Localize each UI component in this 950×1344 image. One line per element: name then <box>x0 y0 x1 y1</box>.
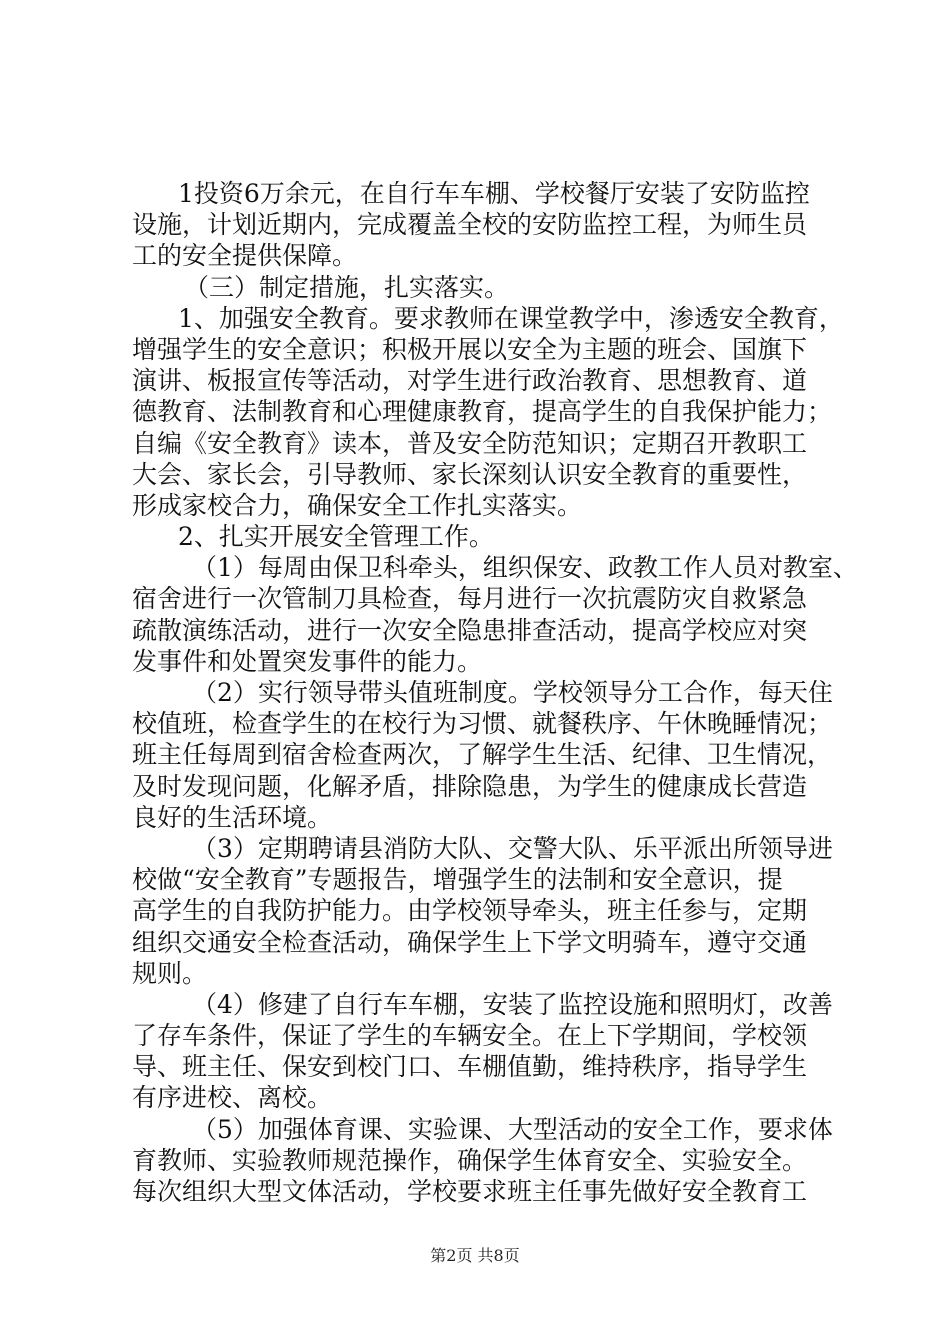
text-line: 及时发现问题，化解矛盾，排除隐患，为学生的健康成长营造 <box>132 771 808 801</box>
document-body <box>132 178 858 1207</box>
text-line: （4）修建了自行车车棚，安装了监控设施和照明灯，改善 <box>192 989 833 1019</box>
text-line: 1投资6万余元，在自行车车棚、学校餐厅安装了安防监控 <box>178 179 810 208</box>
text-line: （2）实行领导带头值班制度。学校领导分工合作，每天住 <box>192 678 833 707</box>
text-line: 1、加强安全教育。要求教师在课堂教学中，渗透安全教育， <box>178 303 844 333</box>
text-line: 班主任每周到宿舍检查两次，了解学生生活、纪律、卫生情况， <box>132 740 833 770</box>
text-line: 工的安全提供保障。 <box>132 241 358 271</box>
text-line: 形成家校合力，确保安全工作扎实落实。 <box>132 490 583 520</box>
text-line: 德教育、法制教育和心理健康教育，提高学生的自我保护能力； <box>132 397 833 427</box>
text-line: 组织交通安全检查活动，确保学生上下学文明骑车，遵守交通 <box>132 927 808 957</box>
text-line: （1）每周由保卫科牵头，组织保安、政教工作人员对教室、 <box>192 553 858 583</box>
text-line: 导、班主任、保安到校门口、车棚值勤，维持秩序，指导学生 <box>132 1052 808 1082</box>
text-line: 大会、家长会，引导教师、家长深刻认识安全教育的重要性， <box>132 459 808 489</box>
page-number: 第2页 共8页 <box>430 1246 520 1265</box>
text-line: 2、扎实开展安全管理工作。 <box>178 522 494 552</box>
text-line: 育教师、实验教师规范操作，确保学生体育安全、实验安全。 <box>132 1145 808 1175</box>
text-line: （5）加强体育课、实验课、大型活动的安全工作，要求体 <box>192 1114 833 1144</box>
section-heading: （三）制定措施，扎实落实。 <box>184 272 510 302</box>
text-line: 校值班，检查学生的在校行为习惯、就餐秩序、午休晚睡情况； <box>132 709 833 739</box>
text-line: 规则。 <box>132 958 208 988</box>
text-line: 发事件和处置突发事件的能力。 <box>132 646 483 676</box>
text-line: 了存车条件，保证了学生的车辆安全。在上下学期间，学校领 <box>132 1021 808 1051</box>
text-line: 每次组织大型文体活动，学校要求班主任事先做好安全教育工 <box>132 1177 808 1206</box>
text-line: 校做“安全教育”专题报告，增强学生的法制和安全意识，提 <box>132 865 783 895</box>
page-footer <box>0 1246 950 1266</box>
text-line: 宿舍进行一次管制刀具检查，每月进行一次抗震防灾自救紧急 <box>132 584 808 614</box>
text-line: 演讲、板报宣传等活动，对学生进行政治教育、思想教育、道 <box>132 366 808 396</box>
text-line: 自编《安全教育》读本，普及安全防范知识；定期召开教职工 <box>132 428 808 458</box>
text-line: 高学生的自我防护能力。由学校领导牵头，班主任参与，定期 <box>132 896 808 926</box>
text-line: 设施，计划近期内，完成覆盖全校的安防监控工程，为师生员 <box>132 210 808 240</box>
text-line: 增强学生的安全意识；积极开展以安全为主题的班会、国旗下 <box>132 334 808 364</box>
text-line: 良好的生活环境。 <box>132 802 333 832</box>
text-line: 有序进校、离校。 <box>132 1083 333 1113</box>
text-line: 疏散演练活动，进行一次安全隐患排查活动，提高学校应对突 <box>132 615 808 645</box>
text-line: （3）定期聘请县消防大队、交警大队、乐平派出所领导进 <box>192 833 833 863</box>
